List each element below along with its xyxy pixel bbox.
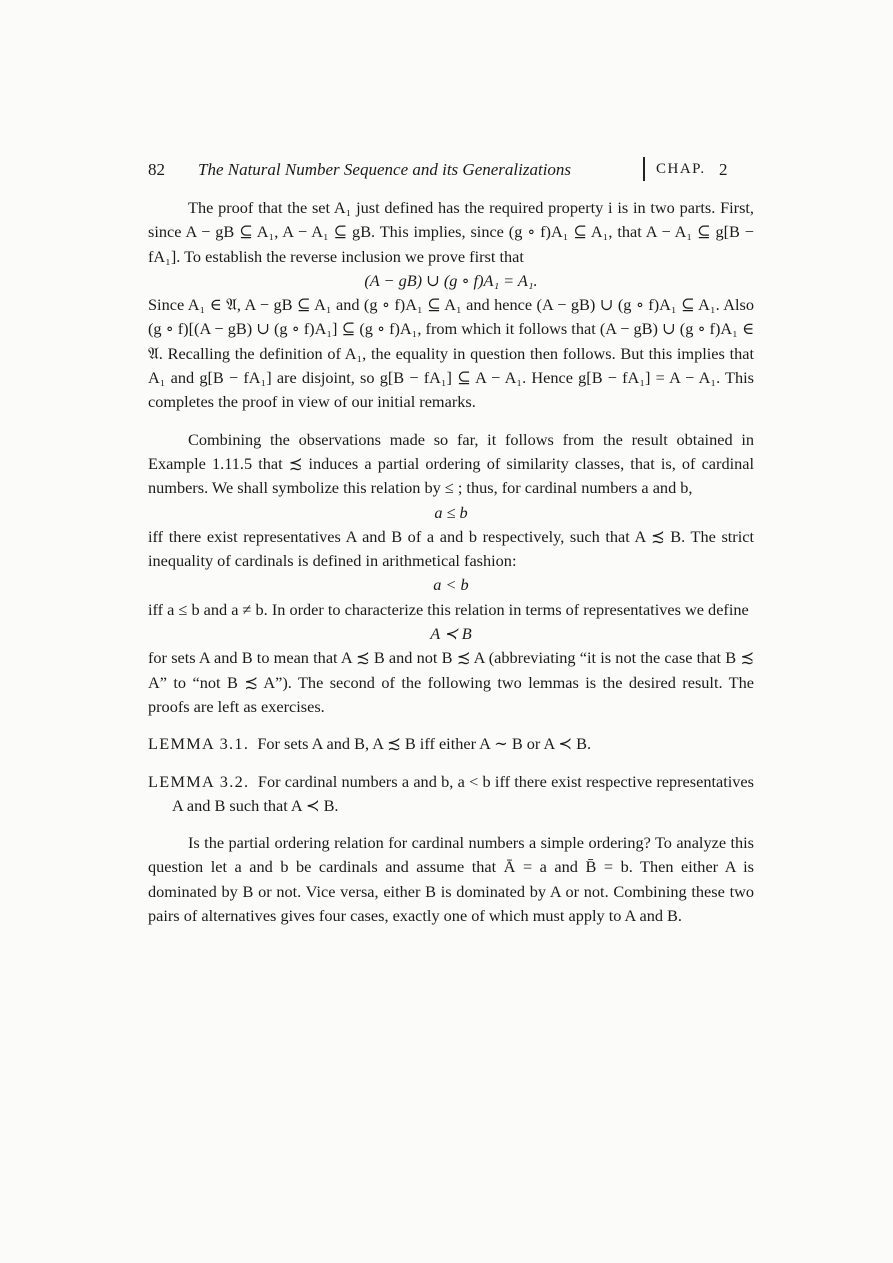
display-equation-leq: a ≤ b bbox=[434, 502, 468, 522]
lemma-3-2-statement: For cardinal numbers a and b, a < b iff there exist respective representatives A and B such that A ≺ B. bbox=[172, 771, 754, 815]
paragraph-strict-inequality: iff a ≤ b and a ≠ b. In order to characterize this relation in terms of representatives we define bbox=[148, 599, 749, 619]
lemma-3-1-statement: For sets A and B, A ≾ B iff either A ∼ B or A ≺ B. bbox=[257, 734, 592, 754]
paragraph-proof-continued: Since A₁ ∈ 𝔄, A − gB ⊆ A₁ and (g ∘ f)A₁ ⊆ A₁ and hence (A − gB) ∪ (g ∘ f)A₁ ⊆ A₁. Also (g ∘ f)[(A − gB) ∪ (g ∘ f)A₁] ⊆ (g ∘ f)A₁, from which it follows that (A − gB) ∪ (g ∘ f)A₁ ∈ 𝔄. Recalling the definition of A₁, the equality in question then follows. But this implies that A₁ and g[B − fA₁] are disjoint, so g[B − fA₁] ⊆ A − A₁. Hence g[B − fA₁] = A − A₁. This completes the proof in view of our initial remarks. bbox=[148, 295, 754, 412]
display-equation-lt: a < b bbox=[433, 575, 469, 595]
chapter-number: 2 bbox=[719, 160, 728, 179]
paragraph-cardinal-ordering: Combining the observations made so far, it follows from the result obtained in Example 1.11.5 that ≾ induces a partial ordering of similarity classes, that is, of cardinal numbers. We shall symbolize this relation by ≤ ; thus, for cardinal numbers a and b, bbox=[148, 429, 754, 498]
lemma-3-1 bbox=[148, 732, 754, 756]
paragraph-simple-ordering: Is the partial ordering relation for cardinal numbers a simple ordering? To analyze this question let a and b be cardinals and assume that Ā = a and B̄ = b. Then either A is dominated by B or not. Vice versa, either B is dominated by A or not. Combining these two pairs of alternatives gives four cases, exactly one of which must apply to A and B. bbox=[148, 833, 754, 926]
lemma-3-1-heading: LEMMA 3.1. bbox=[148, 734, 250, 754]
paragraph-representatives: iff there exist representatives A and B of a and b respectively, such that A ≾ B. The strict inequality of cardinals is defined in arithmetical fashion: bbox=[148, 526, 754, 571]
paragraph-proof: The proof that the set A₁ just defined has the required property i is in two parts. First, since A − gB ⊆ A₁, A − A₁ ⊆ gB. This implies, since (g ∘ f)A₁ ⊆ A₁, that A − A₁ ⊆ g[B − fA₁]. To establish the reverse inclusion we prove first that bbox=[148, 198, 754, 266]
page-number: 82 bbox=[148, 160, 165, 179]
display-equation-union: (A − gB) ∪ (g ∘ f)A₁ = A₁. bbox=[364, 270, 538, 290]
lemma-3-2-heading: LEMMA 3.2. bbox=[148, 771, 250, 791]
running-header bbox=[148, 160, 754, 186]
running-title: The Natural Number Sequence and its Generalizations bbox=[198, 160, 572, 179]
lemma-3-2 bbox=[148, 770, 754, 819]
paragraph-definition: for sets A and B to mean that A ≾ B and not B ≾ A (abbreviating “it is not the case that B ≾ A” to “not B ≾ A”). The second of the following two lemmas is the desired result. The proofs are left as exercises. bbox=[148, 648, 754, 716]
header-divider bbox=[643, 157, 645, 181]
chapter-label: CHAP. bbox=[656, 161, 706, 177]
body-text bbox=[148, 196, 754, 928]
display-equation-prec: A ≺ B bbox=[430, 624, 472, 644]
